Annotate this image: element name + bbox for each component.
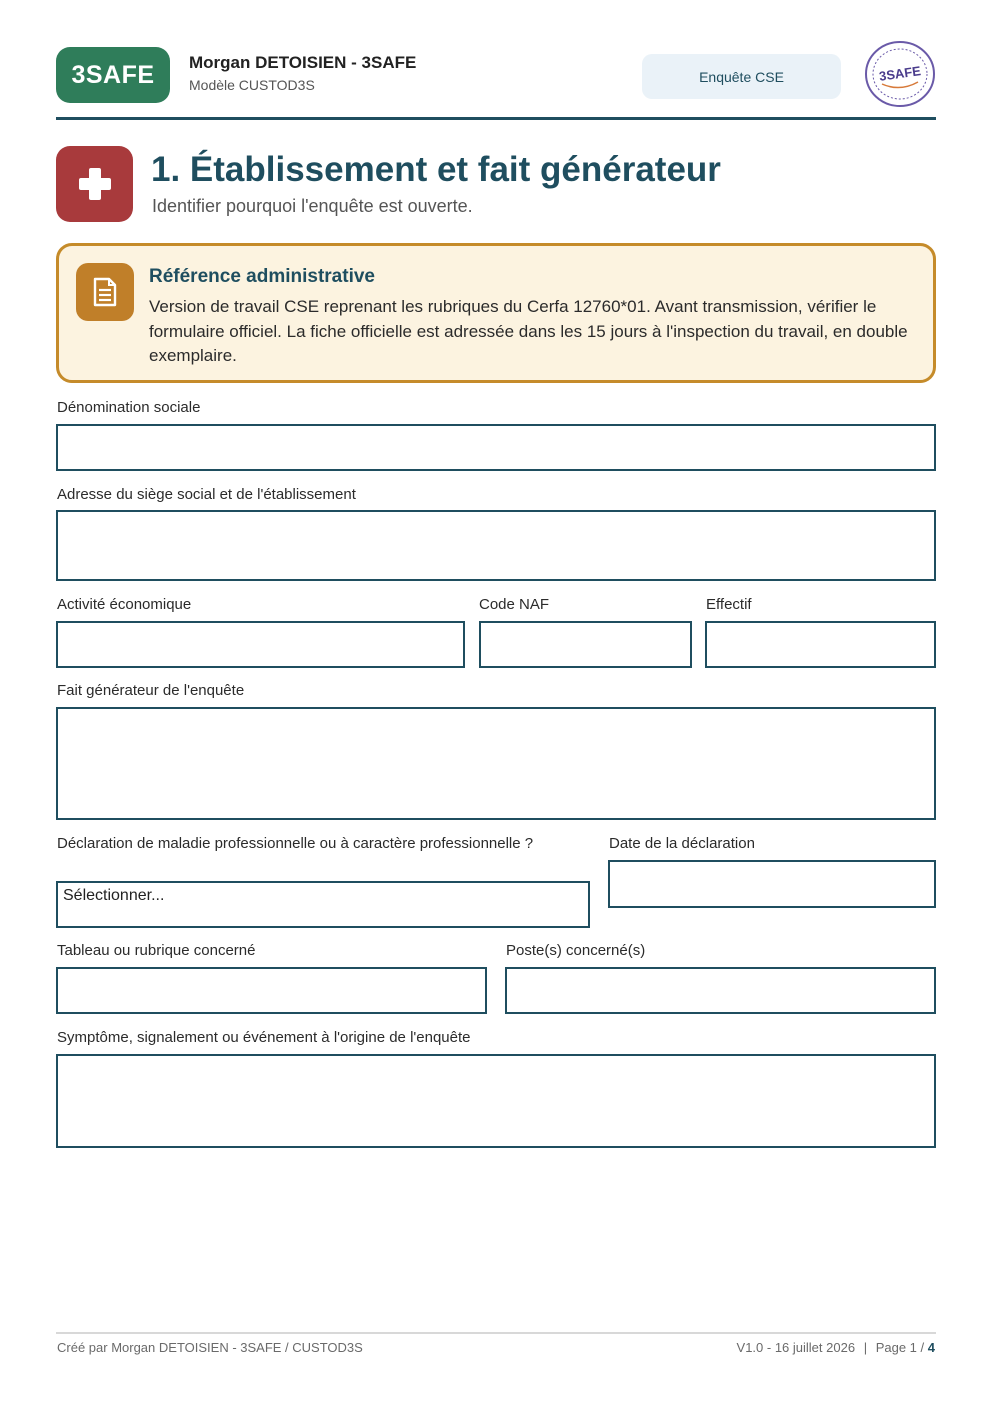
footer-version: V1.0 - 16 juillet 2026 bbox=[736, 1340, 856, 1355]
naf-field[interactable] bbox=[479, 621, 692, 668]
effectif-label: Effectif bbox=[706, 596, 752, 613]
poste-field[interactable] bbox=[505, 967, 936, 1014]
symptome-field[interactable] bbox=[56, 1054, 936, 1148]
company-stamp bbox=[864, 40, 936, 108]
adresse-label: Adresse du siège social et de l'établissement bbox=[57, 486, 356, 503]
footer-page-total: 4 bbox=[927, 1340, 935, 1355]
section-title: 1. Établissement et fait générateur bbox=[151, 150, 721, 189]
model-name: Modèle CUSTOD3S bbox=[189, 77, 315, 93]
administrative-notice bbox=[56, 243, 936, 383]
fait-field[interactable] bbox=[56, 707, 936, 820]
naf-label: Code NAF bbox=[479, 596, 550, 613]
declaration-select-value: Sélectionner... bbox=[63, 887, 165, 904]
tableau-label: Tableau ou rubrique concerné bbox=[57, 942, 256, 959]
date-label: Date de la déclaration bbox=[609, 835, 755, 852]
footer-divider bbox=[56, 1332, 936, 1334]
medical-cross-icon bbox=[56, 146, 133, 222]
poste-label: Poste(s) concerné(s) bbox=[506, 942, 646, 959]
date-field[interactable] bbox=[608, 860, 936, 908]
footer-separator: | bbox=[863, 1340, 868, 1355]
header-divider bbox=[56, 117, 936, 120]
brand-logo: 3SAFE bbox=[56, 47, 170, 103]
symptome-label: Symptôme, signalement ou événement à l'origine de l'enquête bbox=[57, 1029, 471, 1046]
footer-version-page bbox=[737, 1340, 935, 1355]
declaration-select[interactable] bbox=[56, 881, 590, 928]
activite-label: Activité économique bbox=[57, 596, 192, 613]
tableau-field[interactable] bbox=[56, 967, 487, 1014]
fait-label: Fait générateur de l'enquête bbox=[57, 682, 245, 699]
notice-body: Version de travail CSE reprenant les rubriques du Cerfa 12760*01. Avant transmission, vérifier le formulaire officiel. La fiche officielle est adressée dans les 15 jours à l'inspection du travail, en double exemplaire. bbox=[149, 297, 908, 365]
document-icon bbox=[76, 263, 134, 321]
effectif-field[interactable] bbox=[705, 621, 936, 668]
author-name: Morgan DETOISIEN - 3SAFE bbox=[189, 53, 417, 72]
adresse-field[interactable] bbox=[56, 510, 936, 581]
denomination-field[interactable] bbox=[56, 424, 936, 471]
notice-title: Référence administrative bbox=[149, 266, 375, 287]
denomination-label: Dénomination sociale bbox=[57, 399, 201, 416]
declaration-label: Déclaration de maladie professionnelle ou à caractère professionnelle ? bbox=[57, 835, 534, 852]
footer-page-prefix: Page 1 / bbox=[875, 1340, 925, 1355]
activite-field[interactable] bbox=[56, 621, 465, 668]
document-type-badge: Enquête CSE bbox=[642, 54, 841, 99]
footer-credit: Créé par Morgan DETOISIEN - 3SAFE / CUSTOD3S bbox=[57, 1340, 363, 1355]
section-subtitle: Identifier pourquoi l'enquête est ouverte. bbox=[152, 196, 473, 216]
stamp-text: 3SAFE bbox=[878, 63, 922, 84]
